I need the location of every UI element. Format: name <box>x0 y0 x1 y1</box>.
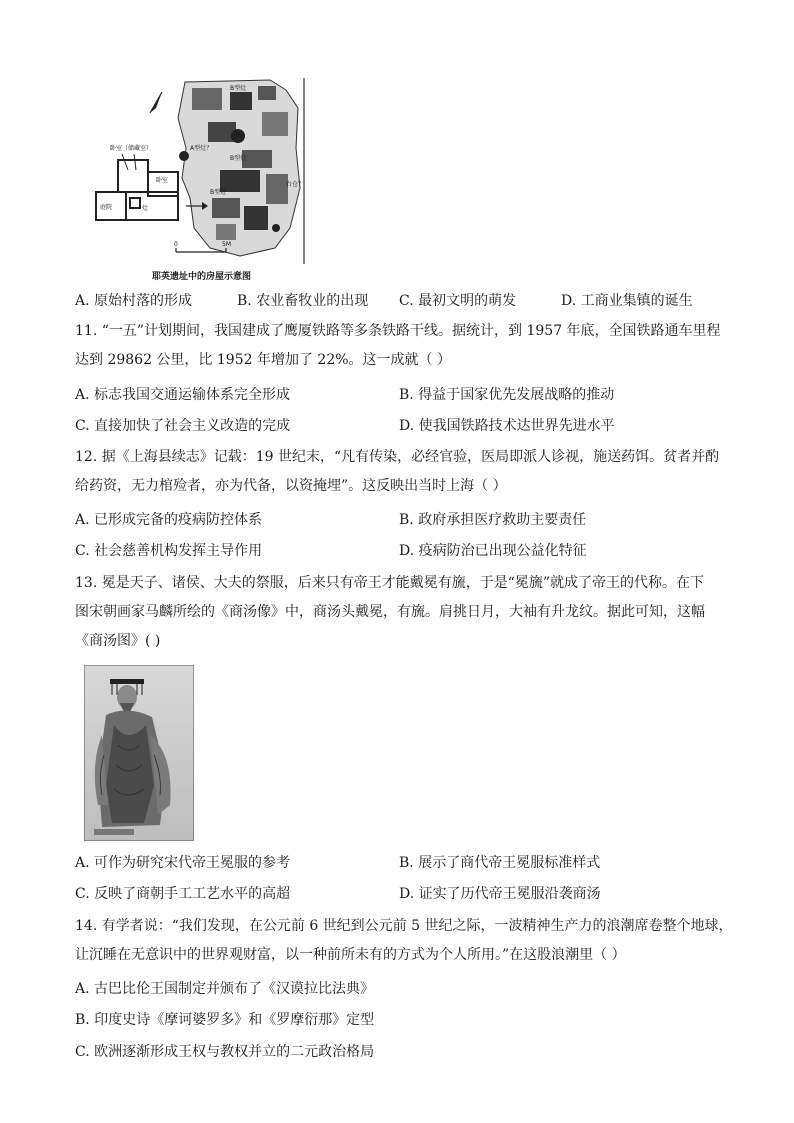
q14-option-a[interactable]: A. 古巴比伦王国制定并颁布了《汉谟拉比法典》 <box>75 981 375 997</box>
q13-stem-line-1: 13. 冕是天子、诸侯、大夫的祭服，后来只有帝王才能戴冕有旒，于是“冕旒”就成了帝王的代称。在下 <box>75 575 705 591</box>
label-b-hearth-3: B型灶 <box>210 189 227 196</box>
q12-option-d[interactable]: D. 疫病防治已出现公益化特征 <box>399 543 587 559</box>
q11-options-row-2 <box>75 416 730 436</box>
label-bedroom: 卧室 <box>156 177 169 184</box>
q10-option-b[interactable]: B. 农业畜牧业的出现 <box>237 293 369 309</box>
q12-option-a[interactable]: A. 已形成完备的疫病防控体系 <box>75 512 263 528</box>
label-courtyard: 庭院 <box>100 204 113 211</box>
q13-stem-line-3: 《商汤图》( ) <box>75 633 161 649</box>
q11-stem-line-2: 达到 29862 公里，比 1952 年增加了 22%。这一成就（ ） <box>75 352 451 368</box>
question-14 <box>75 912 733 970</box>
q11-options-row-1 <box>75 385 730 405</box>
q12-options-row-1 <box>75 510 730 530</box>
q10-option-d[interactable]: D. 工商业集镇的诞生 <box>561 293 693 309</box>
shang-tang-portrait <box>84 665 194 841</box>
q13-option-a[interactable]: A. 可作为研究宋代帝王冕服的参考 <box>75 855 291 871</box>
question-11 <box>75 317 730 375</box>
label-a-hearth: A型灶？ <box>190 145 213 152</box>
q11-option-c[interactable]: C. 直接加快了社会主义改造的完成 <box>75 418 291 434</box>
q12-stem-line-1: 12. 据《上海县续志》记载：19 世纪末，“凡有传染，必经官验，医局即派人诊视，施送药饵。贫者并酌 <box>75 449 720 465</box>
q14-option-b[interactable]: B. 印度史诗《摩诃婆罗多》和《罗摩衍那》定型 <box>75 1012 375 1028</box>
q13-option-d[interactable]: D. 证实了历代帝王冕服沿袭商汤 <box>399 886 601 902</box>
scale-zero: 0 <box>174 241 178 248</box>
q10-option-c[interactable]: C. 最初文明的萌发 <box>399 293 517 309</box>
portrait-drawing <box>84 665 194 841</box>
question-12 <box>75 443 730 501</box>
q13-stem-line-2: 图宋朝画家马麟所绘的《商汤像》中，商汤头戴冕，有旒。肩挑日月，大袖有升龙纹。据此可知，这幅 <box>75 604 705 620</box>
q11-option-a[interactable]: A. 标志我国交通运输体系完全形成 <box>75 387 291 403</box>
q11-option-b[interactable]: B. 得益于国家优先发展战略的推动 <box>399 387 615 403</box>
site-plan-figure <box>90 78 310 278</box>
q14-stem-line-2: 让沉睡在无意识中的世界观财富，以一种前所未有的方式为个人所用。”在这股浪潮里（ ） <box>75 947 626 963</box>
q10-options <box>75 291 730 311</box>
site-plan-drawing <box>90 78 310 278</box>
q13-option-b[interactable]: B. 展示了商代帝王冕服标准样式 <box>399 855 601 871</box>
q12-option-c[interactable]: C. 社会慈善机构发挥主导作用 <box>75 543 263 559</box>
q10-option-a[interactable]: A. 原始村落的形成 <box>75 293 193 309</box>
label-stove: 灶 <box>142 205 149 212</box>
q13-option-c[interactable]: C. 反映了商朝手工工艺水平的高超 <box>75 886 291 902</box>
question-13 <box>75 569 730 656</box>
q13-options-row-1 <box>75 853 730 873</box>
q14-stem-line-1: 14. 有学者说：“我们发现，在公元前 6 世纪到公元前 5 世纪之际，一波精神生产力的浪潮席卷整个地球， <box>75 918 733 934</box>
q12-stem-line-2: 给药资，无力棺殓者，亦为代备，以资掩埋”。这反映出当时上海（ ） <box>75 478 507 494</box>
scale-five-m: 5M <box>222 241 231 248</box>
q11-option-d[interactable]: D. 使我国铁路技术达世界先进水平 <box>399 418 615 434</box>
q11-stem-line-1: 11. “一五”计划期间，我国建成了鹰厦铁路等多条铁路干线。据统计，到 1957 年底，全国铁路通车里程 <box>75 323 721 339</box>
q14-option-c[interactable]: C. 欧洲逐渐形成王权与教权并立的二元政治格局 <box>75 1044 375 1060</box>
q12-options-row-2 <box>75 541 730 561</box>
label-b-hearth-2: B型灶 <box>230 155 247 162</box>
figure-caption: 耶英遗址中的房屋示意图 <box>152 272 252 282</box>
label-b-hearth-1: B型灶 <box>230 85 247 92</box>
q13-options-row-2 <box>75 884 730 904</box>
label-platform: 台仓？ <box>286 181 305 188</box>
q12-option-b[interactable]: B. 政府承担医疗救助主要责任 <box>399 512 587 528</box>
label-bedroom-storage: 卧室（储藏室） <box>110 145 153 152</box>
